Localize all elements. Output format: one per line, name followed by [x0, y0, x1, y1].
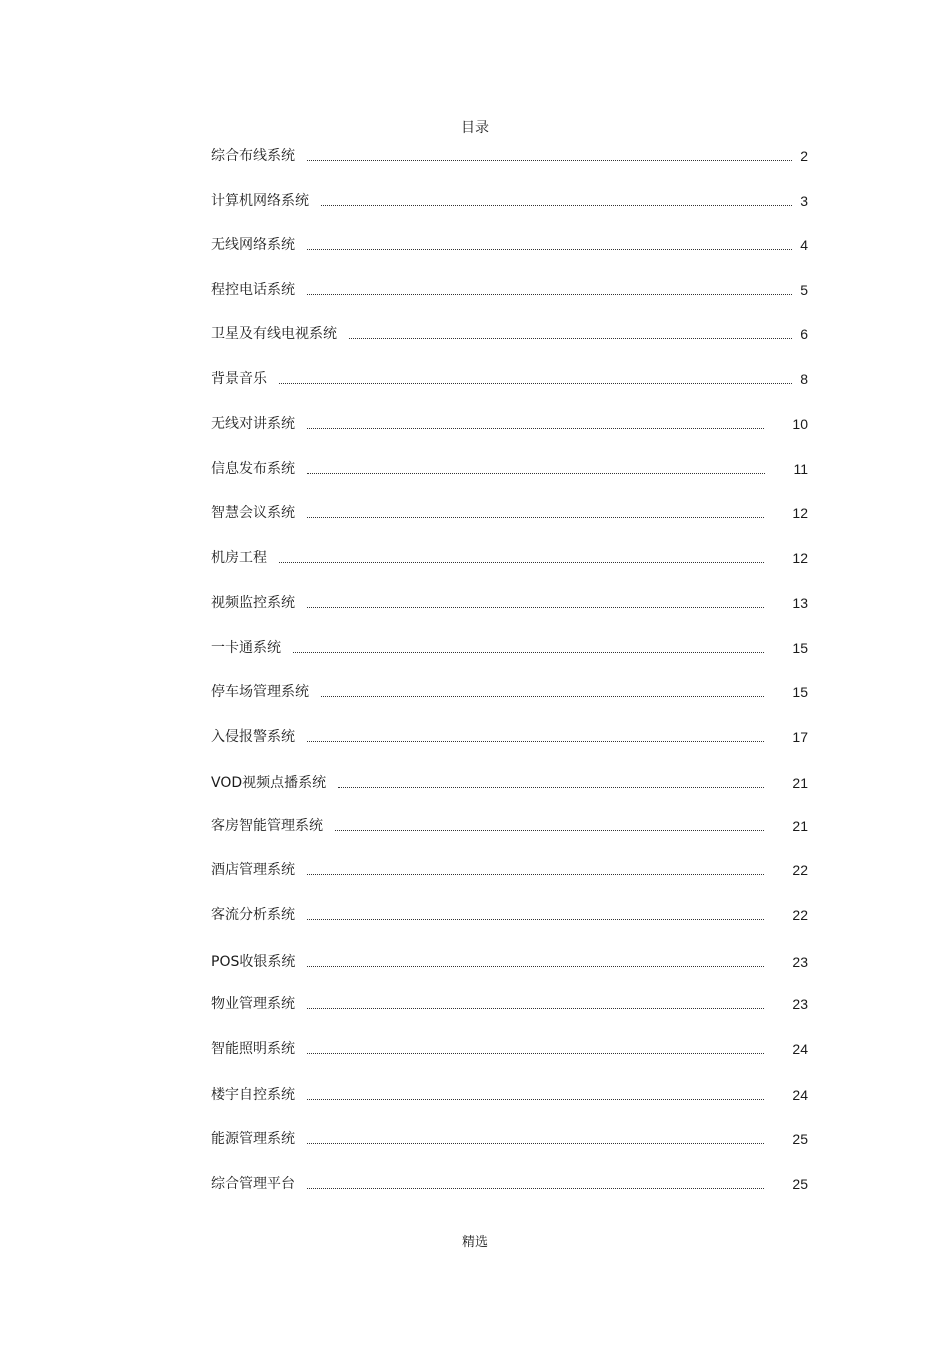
toc-entry-page: 3 [800, 193, 808, 209]
toc-entry-page: 15 [792, 640, 808, 656]
toc-entry-label: 楼宇自控系统 [211, 1087, 295, 1103]
toc-entry-label: 智慧会议系统 [211, 505, 295, 521]
toc-leader [338, 787, 764, 788]
toc-leader [307, 294, 792, 295]
toc-entry-page: 11 [793, 461, 808, 477]
toc-entry[interactable] [211, 547, 808, 567]
toc-leader [307, 607, 764, 608]
toc-entry[interactable] [211, 592, 808, 612]
toc-leader [307, 1099, 764, 1100]
toc-leader [307, 919, 764, 920]
toc-leader [307, 874, 764, 875]
toc-entry-label: 智能照明系统 [211, 1041, 295, 1057]
toc-leader [307, 160, 792, 161]
toc-entry-page: 12 [792, 505, 808, 521]
toc-entry-label: 信息发布系统 [211, 461, 295, 477]
toc-leader [307, 741, 764, 742]
toc-leader [279, 562, 764, 563]
toc-leader [321, 205, 792, 206]
toc-entry-page: 21 [792, 775, 808, 791]
toc-leader [307, 966, 764, 967]
toc-entry[interactable] [211, 681, 808, 701]
toc-entry-label: 综合管理平台 [211, 1176, 295, 1192]
toc-entry[interactable] [211, 458, 808, 478]
toc-entry-label: 卫星及有线电视系统 [211, 326, 337, 342]
toc-entry[interactable] [211, 413, 808, 433]
toc-leader [307, 473, 765, 474]
toc-entry-label: 客房智能管理系统 [211, 818, 323, 834]
toc-entry-label: 酒店管理系统 [211, 862, 295, 878]
toc-entry-page: 12 [792, 550, 808, 566]
toc-entry-label: 物业管理系统 [211, 996, 295, 1012]
toc-entry-label: 停车场管理系统 [211, 684, 309, 700]
toc-entry[interactable] [211, 1173, 808, 1193]
toc-entry-label: 客流分析系统 [211, 907, 295, 923]
toc-leader [349, 338, 792, 339]
toc-entry[interactable] [211, 993, 808, 1013]
toc-entry-page: 25 [792, 1131, 808, 1147]
toc-entry[interactable] [211, 279, 808, 299]
toc-entry[interactable] [211, 1038, 808, 1058]
toc-leader [307, 517, 764, 518]
toc-entry-label: 无线网络系统 [211, 237, 295, 253]
toc-entry[interactable] [211, 637, 808, 657]
toc-leader [307, 1053, 764, 1054]
toc-leader [321, 696, 764, 697]
toc-entry[interactable] [211, 323, 808, 343]
toc-title: 目录 [461, 120, 489, 136]
toc-entry-label: 一卡通系统 [211, 640, 281, 656]
toc-entry-page: 15 [792, 684, 808, 700]
toc-entry-page: 24 [792, 1087, 808, 1103]
toc-entry-page: 22 [792, 907, 808, 923]
toc-entry[interactable] [211, 190, 808, 210]
toc-entry-page: 13 [792, 595, 808, 611]
toc-entry-page: 21 [792, 818, 808, 834]
toc-leader [293, 652, 764, 653]
toc-leader [307, 1008, 764, 1009]
toc-entry-page: 17 [792, 729, 808, 745]
toc-leader [307, 428, 764, 429]
toc-entry[interactable] [211, 1084, 808, 1104]
toc-entry-label: 计算机网络系统 [211, 193, 309, 209]
toc-entry-label: 能源管理系统 [211, 1131, 295, 1147]
toc-leader [279, 383, 792, 384]
toc-entry-page: 22 [792, 862, 808, 878]
toc-entry[interactable] [211, 1128, 808, 1148]
toc-entry-page: 23 [792, 996, 808, 1012]
toc-entry[interactable] [211, 772, 808, 792]
toc-entry-label: 视频监控系统 [211, 595, 295, 611]
toc-entry[interactable] [211, 951, 808, 971]
toc-leader [307, 249, 792, 250]
toc-entry[interactable] [211, 234, 808, 254]
toc-leader [307, 1188, 764, 1189]
toc-entry-label: 入侵报警系统 [211, 729, 295, 745]
toc-entry-page: 5 [800, 282, 808, 298]
toc-entry[interactable] [211, 726, 808, 746]
toc-leader [335, 830, 764, 831]
toc-entry[interactable] [211, 145, 808, 165]
toc-entry-label: 程控电话系统 [211, 282, 295, 298]
toc-leader [307, 1143, 764, 1144]
toc-entry-page: 8 [800, 371, 808, 387]
toc-entry-label: POS收银系统 [211, 954, 296, 970]
toc-entry-page: 6 [800, 326, 808, 342]
toc-entry-page: 25 [792, 1176, 808, 1192]
toc-entry[interactable] [211, 904, 808, 924]
toc-entry-page: 4 [800, 237, 808, 253]
toc-entry[interactable] [211, 368, 808, 388]
page-footer: 精选 [461, 1235, 488, 1250]
toc-entry-label: 背景音乐 [211, 371, 267, 387]
toc-entry-label: 无线对讲系统 [211, 416, 295, 432]
toc-entry[interactable] [211, 859, 808, 879]
toc-entry[interactable] [211, 502, 808, 522]
toc-entry-label: 综合布线系统 [211, 148, 295, 164]
toc-entry-page: 23 [792, 954, 808, 970]
toc-entry-page: 24 [792, 1041, 808, 1057]
toc-entry-page: 2 [800, 148, 808, 164]
toc-entry[interactable] [211, 815, 808, 835]
toc-entry-label: 机房工程 [211, 550, 267, 566]
toc-entry-label: VOD视频点播系统 [211, 775, 327, 791]
toc-entry-page: 10 [792, 416, 808, 432]
